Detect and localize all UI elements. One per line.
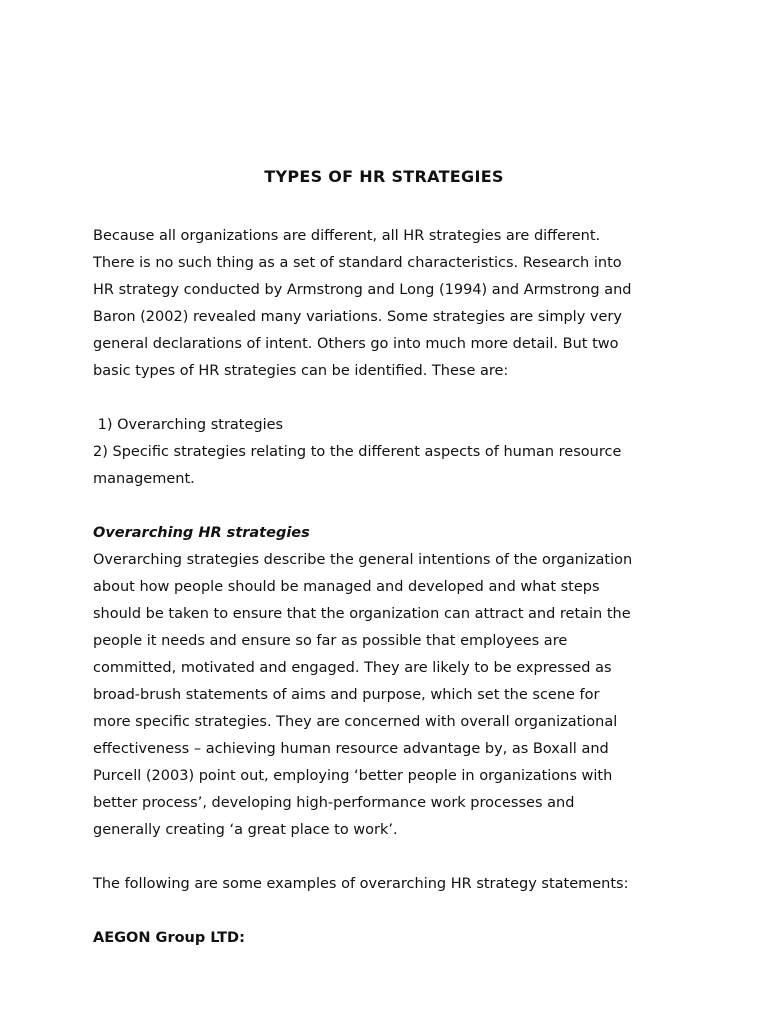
paragraph-spacer	[93, 385, 693, 412]
company-heading: AEGON Group LTD:	[93, 930, 245, 946]
section-paragraph: Overarching strategies describe the general intentions of the organization about how people should be managed and developed and what steps should be taken to ensure that the organization can attract and retain the people it needs and ensure so far as possible that employees are committed, motivated and engaged. They are likely to be expressed as broad-brush statements of aims and purpose, which set the scene for more specific strategies. They are concerned with overall organizational effectiveness – achieving human resource advantage by, as Boxall and Purcell (2003) point out, employing ‘better people in organizations with better process’, developing high-performance work processes and generally creating ‘a great place to work’.	[93, 552, 633, 838]
document-title: TYPES OF HR STRATEGIES	[264, 167, 504, 186]
examples-intro: The following are some examples of overarching HR strategy statements:	[93, 876, 629, 892]
list-item-specific: 2) Specific strategies relating to the different aspects of human resource management.	[93, 444, 622, 487]
list-item-overarching: 1) Overarching strategies	[93, 417, 284, 433]
intro-paragraph: Because all organizations are different, all HR strategies are different. There is no such thing as a set of standard characteristics. Research into HR strategy conducted by Armstrong and Long (1994) and Armstrong and Baron (2002) revealed many variations. Some strategies are simply very general declarations of intent. Others go into much more detail. But two basic types of HR strategies can be identified. These are:	[93, 228, 632, 379]
paragraph-spacer	[93, 898, 693, 925]
document-body	[93, 223, 693, 952]
paragraph-spacer	[93, 844, 693, 871]
paragraph-spacer	[93, 493, 693, 520]
section-heading: Overarching HR strategies	[93, 525, 310, 541]
